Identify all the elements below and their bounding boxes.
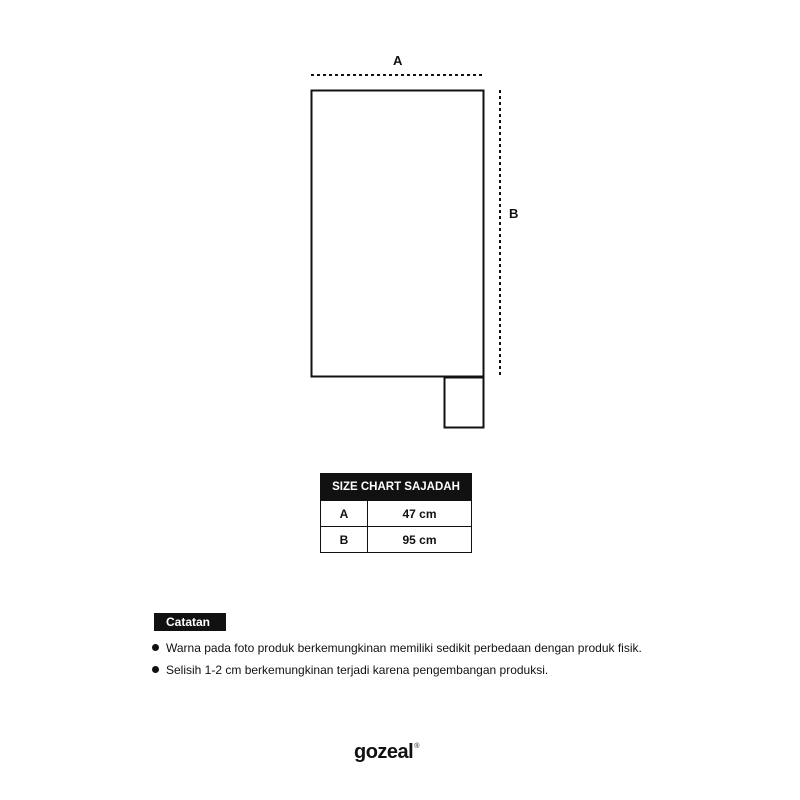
size-key: B (321, 527, 368, 553)
table-row (321, 501, 472, 527)
list-item (152, 640, 642, 662)
size-value: 47 cm (368, 501, 472, 527)
registered-mark: ® (414, 743, 419, 750)
table-row (321, 527, 472, 553)
mat-pocket (445, 378, 484, 428)
size-value: 95 cm (368, 527, 472, 553)
brand-name: gozeal (354, 741, 414, 763)
size-chart-table (320, 473, 472, 553)
size-key: A (321, 501, 368, 527)
dimension-a-label: A (393, 53, 403, 68)
notes-heading: Catatan (154, 613, 226, 631)
brand-logo (354, 742, 419, 762)
note-text: Warna pada foto produk berkemungkinan memiliki sedikit perbedaan dengan produk fisik. (166, 641, 642, 655)
list-item (152, 662, 642, 684)
mat-body (312, 91, 484, 377)
bullet-icon (152, 666, 159, 673)
note-text: Selisih 1-2 cm berkemungkinan terjadi karena pengembangan produksi. (166, 663, 549, 677)
size-chart-title: SIZE CHART SAJADAH (321, 474, 472, 501)
notes-list (152, 640, 642, 684)
dimension-b-label: B (509, 206, 519, 221)
bullet-icon (152, 644, 159, 651)
